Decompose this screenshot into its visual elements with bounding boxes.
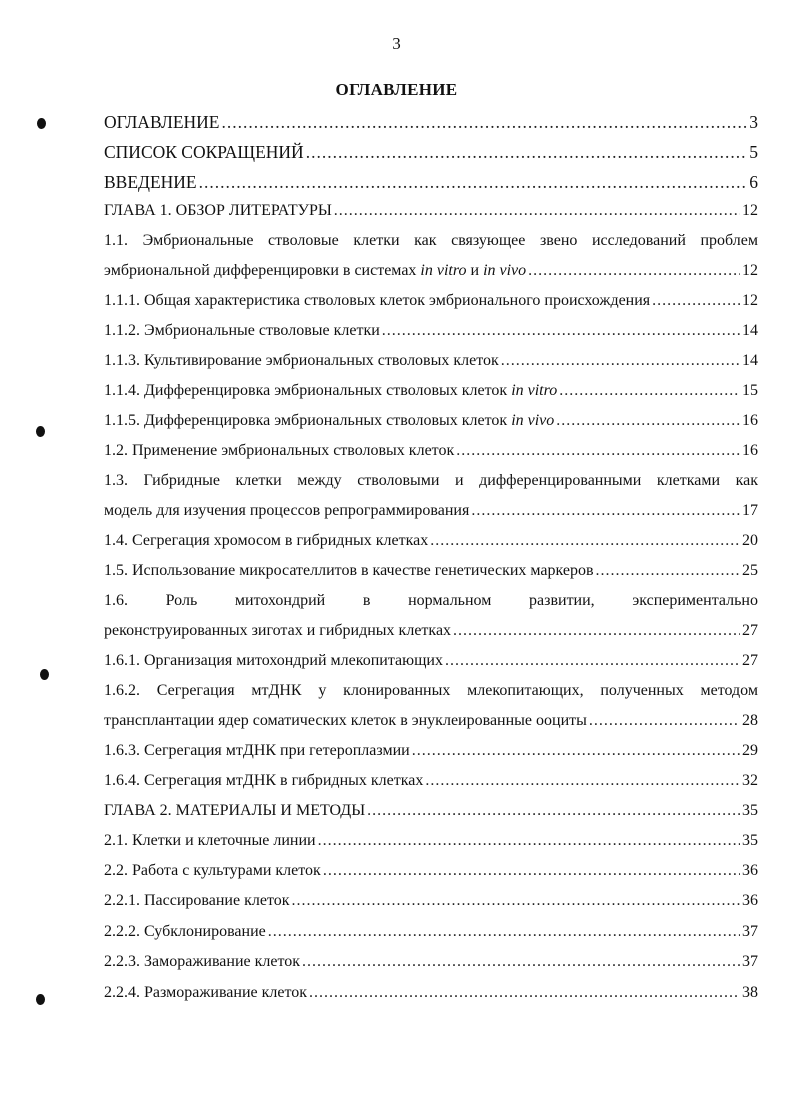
latin-term: in vitro: [420, 262, 467, 279]
latin-term: in vivo: [483, 262, 527, 279]
toc-entry[interactable]: [104, 499, 758, 523]
leader-dots: [309, 981, 740, 1005]
toc-entry-page: 29: [742, 742, 758, 759]
toc-entry-title: 2.2. Работа с культурами клеток: [104, 862, 321, 879]
toc-entry[interactable]: [104, 259, 758, 283]
leader-dots: [292, 889, 740, 913]
toc-entry-page: 16: [742, 412, 758, 429]
toc-entry[interactable]: [104, 529, 758, 553]
toc-entry-page: 3: [749, 112, 758, 132]
toc-entry-page: 27: [742, 652, 758, 669]
toc-entry-title: ГЛАВА 2. МАТЕРИАЛЫ И МЕТОДЫ: [104, 802, 366, 819]
toc-entry-title: 1.6.4. Сегрегация мтДНК в гибридных клетках: [104, 772, 424, 789]
toc-entry-title: модель для изучения процессов репрограммирования: [104, 502, 470, 519]
toc-entry[interactable]: [104, 199, 758, 223]
toc-entry[interactable]: [104, 559, 758, 583]
toc-entry-title: 1.6.3. Сегрегация мтДНК при гетероплазмии: [104, 742, 410, 759]
toc-entry[interactable]: [104, 859, 758, 883]
leader-dots: [559, 379, 740, 403]
toc-entry-page: 37: [742, 953, 758, 970]
toc-entry-title: 2.2.1. Пассирование клеток: [104, 892, 290, 909]
toc-entry-title: ОГЛАВЛЕНИЕ: [104, 112, 220, 132]
toc-entry-title: 1.1.4. Дифференцировка эмбриональных стволовых клеток in vitro: [104, 382, 558, 399]
leader-dots: [268, 920, 740, 944]
toc-entry-page: 35: [742, 802, 758, 819]
leader-dots: [334, 199, 740, 223]
toc-entry-title: 1.1.1. Общая характеристика стволовых клеток эмбрионального происхождения: [104, 292, 651, 309]
leader-dots: [412, 739, 740, 763]
toc-entry[interactable]: [104, 739, 758, 763]
leader-dots: [471, 499, 740, 523]
toc-entry-line1[interactable]: 1.3. Гибридные клетки между стволовыми и дифференцированными клетками как: [104, 472, 758, 489]
toc-entry[interactable]: [104, 950, 758, 974]
page-number: 3: [392, 34, 401, 53]
leader-dots: [382, 319, 740, 343]
punch-hole-mark: [40, 669, 49, 680]
toc-entry-title: 2.2.2. Субклонирование: [104, 923, 266, 940]
toc-entry-title: 2.2.3. Замораживание клеток: [104, 953, 301, 970]
toc-entry-title: 1.2. Применение эмбриональных стволовых клеток: [104, 442, 455, 459]
leader-dots: [425, 769, 740, 793]
leader-dots: [456, 439, 740, 463]
toc-entry-title: 1.1.2. Эмбриональные стволовые клетки: [104, 322, 380, 339]
leader-dots: [596, 559, 740, 583]
toc-entry[interactable]: [104, 349, 758, 373]
toc-entry[interactable]: [104, 829, 758, 853]
leader-dots: [453, 619, 740, 643]
toc-entry[interactable]: [104, 799, 758, 823]
toc-entry[interactable]: [104, 619, 758, 643]
toc-entry-page: 15: [742, 382, 758, 399]
punch-hole-mark: [36, 994, 45, 1005]
toc-entry-title: трансплантации ядер соматических клеток в энуклеированные ооциты: [104, 712, 587, 729]
toc-entry-page: 14: [742, 352, 758, 369]
toc-entry-title: ГЛАВА 1. ОБЗОР ЛИТЕРАТУРЫ: [104, 202, 332, 219]
toc-entry[interactable]: [104, 889, 758, 913]
punch-hole-mark: [37, 118, 46, 129]
leader-dots: [306, 140, 748, 164]
toc-entry-title: 1.4. Сегрегация хромосом в гибридных клетках: [104, 532, 429, 549]
leader-dots: [367, 799, 740, 823]
toc-entry-line1[interactable]: 1.6. Роль митохондрий в нормальном развитии, экспериментально: [104, 592, 758, 609]
toc-entry[interactable]: [104, 379, 758, 403]
toc-entry-title: СПИСОК СОКРАЩЕНИЙ: [104, 142, 304, 162]
toc-entry[interactable]: [104, 289, 758, 313]
toc-entry-page: 25: [742, 562, 758, 579]
toc-entry-page: 20: [742, 532, 758, 549]
leader-dots: [199, 170, 748, 194]
toc-entry-page: 27: [742, 622, 758, 639]
toc-entry-title: ВВЕДЕНИЕ: [104, 172, 197, 192]
toc-entry-page: 28: [742, 712, 758, 729]
leader-dots: [589, 709, 740, 733]
latin-term: in vivo: [511, 412, 555, 429]
leader-dots: [318, 829, 740, 853]
toc-entry-page: 32: [742, 772, 758, 789]
toc-entry-page: 12: [742, 292, 758, 309]
toc-entry-page: 6: [749, 172, 758, 192]
toc-entry-line1[interactable]: 1.1. Эмбриональные стволовые клетки как связующее звено исследований проблем: [104, 232, 758, 249]
toc-entry[interactable]: [104, 439, 758, 463]
toc-entry[interactable]: [104, 769, 758, 793]
leader-dots: [501, 349, 740, 373]
toc-entry-page: 36: [742, 892, 758, 909]
toc-entry[interactable]: [104, 709, 758, 733]
latin-term: in vitro: [511, 382, 558, 399]
toc-entry[interactable]: [104, 319, 758, 343]
toc-entry-title: 1.6.1. Организация митохондрий млекопитающих: [104, 652, 443, 669]
leader-dots: [302, 950, 740, 974]
leader-dots: [556, 409, 740, 433]
toc-entry-title: 2.2.4. Размораживание клеток: [104, 984, 308, 1001]
toc-entry-page: 16: [742, 442, 758, 459]
toc-entry-title: 2.1. Клетки и клеточные линии: [104, 832, 316, 849]
toc-entry[interactable]: [104, 170, 758, 194]
toc-entry-title: эмбриональной дифференцировки в системах in vitro и in vivo: [104, 262, 527, 279]
toc-entry[interactable]: [104, 920, 758, 944]
toc-entry[interactable]: [104, 110, 758, 134]
punch-hole-mark: [36, 426, 45, 437]
toc-entry-title: реконструированных зиготах и гибридных клетках: [104, 622, 452, 639]
toc-entry-line1[interactable]: 1.6.2. Сегрегация мтДНК у клонированных млекопитающих, полученных методом: [104, 682, 758, 699]
toc-entry-page: 38: [742, 984, 758, 1001]
toc-entry[interactable]: [104, 649, 758, 673]
toc-entry[interactable]: [104, 140, 758, 164]
leader-dots: [221, 110, 747, 134]
toc-entry-title: 1.1.5. Дифференцировка эмбриональных стволовых клеток in vivo: [104, 412, 555, 429]
toc-entry-page: 12: [742, 262, 758, 279]
toc-entry-page: 5: [749, 142, 758, 162]
leader-dots: [430, 529, 740, 553]
toc-entry-page: 36: [742, 862, 758, 879]
toc-entry-page: 37: [742, 923, 758, 940]
leader-dots: [528, 259, 740, 283]
toc-entry-page: 17: [742, 502, 758, 519]
toc-entry-page: 12: [742, 202, 758, 219]
toc-entry-page: 14: [742, 322, 758, 339]
toc-entry-title: 1.1.3. Культивирование эмбриональных стволовых клеток: [104, 352, 499, 369]
toc-entry-title: 1.5. Использование микросателлитов в качестве генетических маркеров: [104, 562, 594, 579]
leader-dots: [323, 859, 740, 883]
toc-heading: ОГЛАВЛЕНИЕ: [335, 80, 458, 99]
toc-entry[interactable]: [104, 981, 758, 1005]
leader-dots: [445, 649, 740, 673]
toc-entry[interactable]: [104, 409, 758, 433]
leader-dots: [652, 289, 740, 313]
toc-entry-page: 35: [742, 832, 758, 849]
